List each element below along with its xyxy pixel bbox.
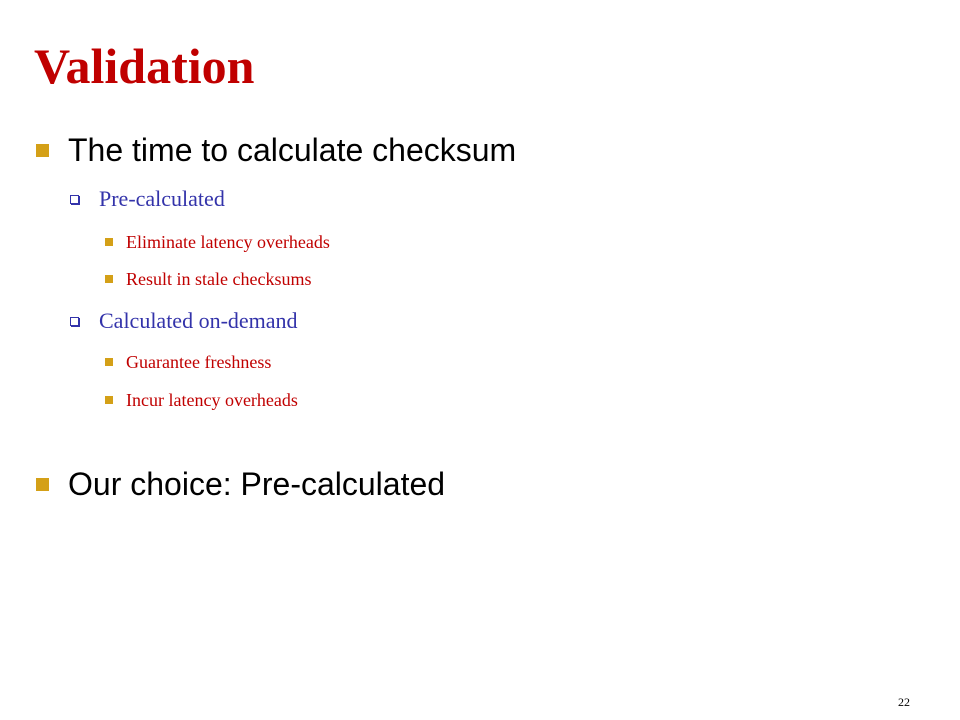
slide-title: Validation bbox=[34, 38, 255, 94]
sub-sub-bullet-item bbox=[105, 229, 330, 255]
square-bullet-icon bbox=[105, 238, 113, 246]
square-bullet-icon bbox=[36, 144, 49, 157]
sub-sub-bullet-item bbox=[105, 349, 271, 375]
hollow-square-bullet-icon bbox=[70, 195, 79, 204]
sub-sub-bullet-text: Incur latency overheads bbox=[126, 389, 298, 410]
square-bullet-icon bbox=[36, 478, 49, 491]
bullet-text: The time to calculate checksum bbox=[68, 131, 517, 168]
sub-bullet-text: Calculated on-demand bbox=[99, 308, 298, 333]
bullet-text: Our choice: Pre-calculated bbox=[68, 465, 446, 502]
square-bullet-icon bbox=[105, 396, 113, 404]
sub-sub-bullet-text: Eliminate latency overheads bbox=[126, 231, 330, 252]
page-number: 22 bbox=[898, 695, 910, 709]
sub-bullet-text: Pre-calculated bbox=[99, 186, 225, 211]
bullet-item bbox=[36, 130, 516, 170]
sub-sub-bullet-text: Result in stale checksums bbox=[126, 268, 312, 289]
sub-sub-bullet-text: Guarantee freshness bbox=[126, 351, 272, 372]
sub-bullet-item bbox=[70, 184, 225, 214]
sub-sub-bullet-item bbox=[105, 266, 311, 292]
square-bullet-icon bbox=[105, 275, 113, 283]
bullet-item bbox=[36, 464, 445, 504]
sub-sub-bullet-item bbox=[105, 387, 298, 413]
sub-bullet-item bbox=[70, 306, 298, 336]
hollow-square-bullet-icon bbox=[70, 317, 79, 326]
square-bullet-icon bbox=[105, 358, 113, 366]
